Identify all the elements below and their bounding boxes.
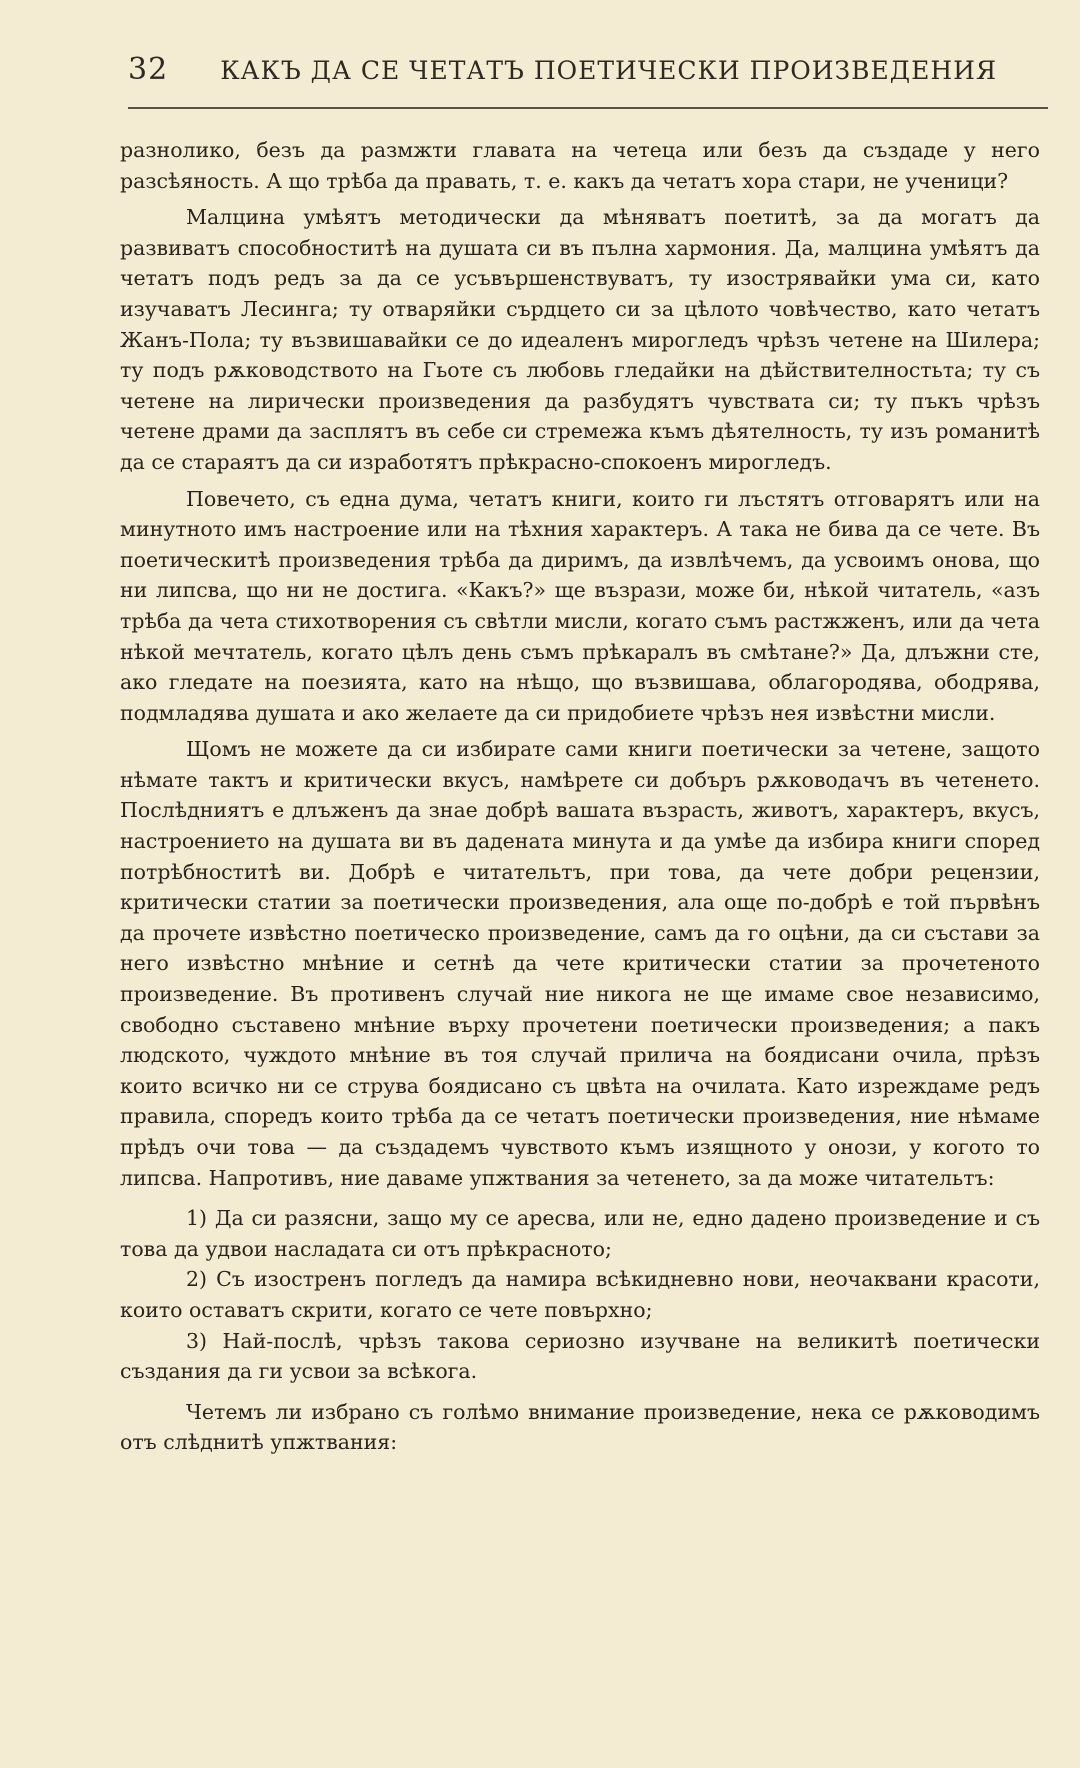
list-item: 3) Най-послѣ, чрѣзъ такова сериозно изучване на великитѣ поетически създания да ги усвои за всѣкога. (120, 1328, 1040, 1384)
list-item: 1) Да си разясни, защо му се арeсва, или не, едно дадено произведение и съ това да удвои наслaдата си отъ прѣкрасното; (120, 1206, 1040, 1261)
paragraph-continued: разнолико, безъ да размжти главата на четеца или безъ да създаде у него разсѣяность. А що трѣба да правать, т. е. какъ да четатъ хора стари, не ученици? (120, 138, 1040, 193)
list-item: 2) Съ изостренъ погледъ да намира всѣкидневно нови, неочаквани красоти, които оставатъ скрити, когато се чете повърхно; (120, 1267, 1040, 1322)
header-rule (128, 107, 1048, 109)
paragraph: Малцина умѣятъ методически да мѣняватъ поетитѣ, за да могатъ да развиватъ способноститѣ на душата си въ пълна хармония. Да, малцина умѣятъ да четатъ подъ редъ за да се усъвършенствуватъ, ту изострявайки ума си, като изучаватъ Лесинга; ту отваряйки сърдцето си за цѣлото човѣчество, като четатъ Жанъ-Пола; ту възвишавайки се до идеаленъ мирогледъ чрѣзъ четене на Шилера; ту подъ рѫководството на Гьоте съ любовь гледайки на дѣйствителностьта; ту съ четене на лирически произведения да разбудятъ чувствата си; ту пъкъ чрѣзъ четене драми да засплятъ въ себе си стремежа къмъ дѣятелность, ту изъ романитѣ да се стараятъ да си изработятъ прѣкрасно-спокоенъ мирогледъ. (120, 205, 1040, 474)
page-number: 32 (128, 52, 169, 87)
page-body (120, 135, 1040, 1464)
paragraph: Повечето, съ една дума, четатъ книги, които ги лъстятъ отговарятъ или на минутното имъ настроение или на тѣхния характеръ. А така не бива да се чете. Въ поетическитѣ произведения трѣба да диримъ, да извлѣчемъ, да усвоимъ онова, що ни липсва, що ни не достига. «Какъ?» ще възрази, може би, нѣкой читатель, «азъ трѣба да чета стихотворения съ свѣтли мисли, когато съмъ растжженъ, или да чета нѣкой мечтатель, когато цѣлъ день съмъ прѣкаралъ въ смѣтане?» Да, длъжни сте, ако гледате на поезията, като на нѣщо, що възвишава, облагородява, ободрява, подмладява душата и ако желаете да си придобиете чрѣзъ нея извѣстни мисли. (120, 486, 1040, 725)
closing-paragraph: Четемъ ли избрано съ голѣмо внимание произведение, нека се рѫководимъ отъ слѣднитѣ упжтвания: (120, 1399, 1040, 1455)
page-header (128, 52, 1048, 87)
paragraph: Щомъ не можете да си избирате сами книги поетически за четене, защото нѣмате тактъ и критически вкусъ, намѣрете си добъръ рѫководачъ въ четенето. Послѣдниятъ е длъженъ да знае добрѣ вашата възрасть, животъ, характеръ, вкусъ, настроението на душата ви въ дадената минута и да умѣе да избира книги според потрѣбноститѣ ви. Добрѣ е читательтъ, при това, да чете добри рецензии, критически статии за поетически произведения, ала още по-добрѣ е той първѣнъ да прочете извѣстно поетическо произведение, самъ да го оцѣни, да си състави за него извѣстно мнѣние и сетнѣ да чете критически статии за прочетеното произведение. Въ противенъ случай ние никога не ще имаме свое независимо, свободно съставено мнѣние върху прочетени поетически произведения; а пакъ людското, чуждото мнѣние въ тоя случай прилича на боядисани очила, прѣзъ които всичко ни се струва боядисано съ цвѣта на очилата. Като изреждаме редъ правила, споредъ които трѣба да се четатъ поетически произведения, ние нѣмаме прѣдъ очи това — да създадемъ чувството къмъ изящното у онози, у когото то липсва. Напротивъ, ние даваме упжтвания за четенето, за да може читательтъ: (120, 737, 1040, 1190)
running-head: КАКЪ ДА СЕ ЧЕТАТЪ ПОЕТИЧЕСКИ ПРОИЗВЕДЕНИЯ (220, 56, 998, 85)
